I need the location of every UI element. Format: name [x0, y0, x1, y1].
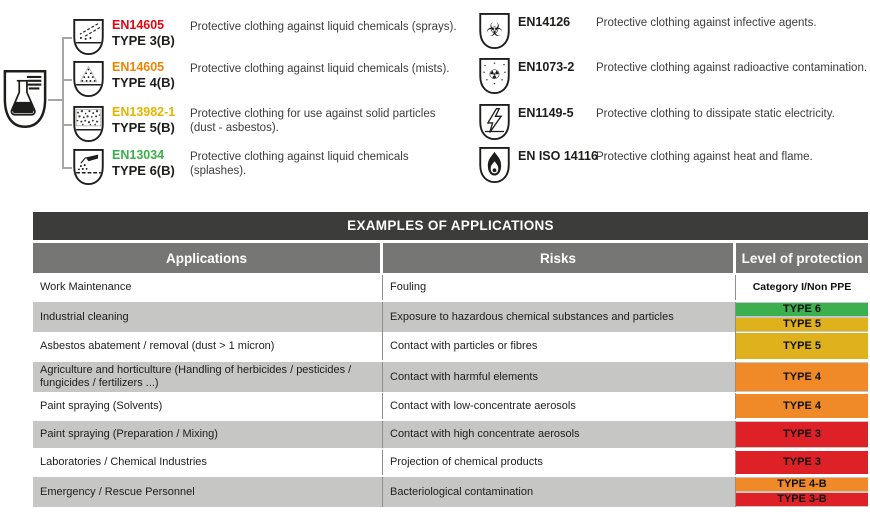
- biohazard-icon: [478, 12, 511, 50]
- standard-type: TYPE 3(B): [112, 33, 175, 48]
- applications-table: [33, 212, 868, 507]
- protection-level-badge: TYPE 5: [736, 318, 868, 331]
- standard-code: EN13034: [112, 148, 165, 162]
- standard-type: TYPE 4(B): [112, 75, 175, 90]
- protection-level-badge: TYPE 3: [736, 422, 868, 447]
- dust-particles-icon: [72, 105, 105, 143]
- standard-type: TYPE 5(B): [112, 120, 175, 135]
- standard-item-type6: [72, 148, 462, 186]
- application-cell: Work Maintenance: [33, 275, 383, 300]
- standard-description: Protective clothing against heat and flame.: [596, 151, 813, 163]
- svg-text:☣: ☣: [485, 18, 504, 41]
- header-level-of-protection: Level of protection: [736, 243, 868, 273]
- standard-code: EN ISO 14116: [518, 149, 598, 163]
- level-cell: [736, 275, 868, 300]
- risk-cell: Contact with low-concentrate aerosols: [383, 393, 736, 419]
- standard-description: Protective clothing for use against solid particles (dust - asbestos).: [190, 108, 436, 134]
- connector-stub-2: [62, 79, 72, 81]
- risk-cell: Contact with particles or fibres: [383, 332, 736, 360]
- risk-cell: Bacteriological contamination: [383, 477, 736, 507]
- connector-line-main: [48, 99, 62, 101]
- risk-cell: Projection of chemical products: [383, 450, 736, 475]
- protection-level-badge: TYPE 3: [736, 451, 868, 474]
- table-row: [33, 393, 868, 419]
- splash-icon: [72, 148, 105, 186]
- standard-item-type5: [72, 105, 462, 143]
- table-title: EXAMPLES OF APPLICATIONS: [33, 212, 868, 240]
- protection-level-badge: TYPE 6: [736, 303, 868, 316]
- standard-code: EN14126: [518, 15, 571, 29]
- connector-line-vertical: [62, 37, 64, 168]
- protection-level-text: Category I/Non PPE: [752, 281, 852, 293]
- risk-cell: Contact with high concentrate aerosols: [383, 421, 736, 448]
- level-cell: [736, 477, 868, 507]
- table-row: [33, 302, 868, 330]
- standard-item-en14126: [478, 12, 870, 50]
- risk-cell: Contact with harmful elements: [383, 362, 736, 392]
- standard-item-en1149: [478, 103, 870, 141]
- flame-icon: [478, 146, 511, 184]
- standard-item-eniso14116: [478, 146, 870, 184]
- standard-description: Protective clothing against liquid chemicals (splashes).: [190, 151, 409, 177]
- table-header-row: [33, 243, 868, 273]
- radioactive-icon: [478, 57, 511, 95]
- standard-description: Protective clothing against radioactive contamination.: [596, 62, 868, 74]
- application-cell: Industrial cleaning: [33, 302, 383, 332]
- application-cell: Laboratories / Chemical Industries: [33, 450, 383, 475]
- standard-code: EN1149-5: [518, 106, 574, 120]
- risk-cell: Exposure to hazardous chemical substances and particles: [383, 302, 736, 332]
- header-applications: Applications: [33, 243, 383, 273]
- svg-text:☢: ☢: [488, 67, 501, 83]
- level-cell: [736, 302, 868, 332]
- level-cell: [736, 332, 868, 360]
- level-cell: [736, 393, 868, 419]
- standard-item-type4: [72, 60, 462, 98]
- protection-level-badge: TYPE 4-B: [736, 478, 868, 491]
- header-risks: Risks: [383, 243, 736, 273]
- application-cell: Agriculture and horticulture (Handling of herbicides / pesticides / fungicides / fertilizers ...): [33, 362, 383, 392]
- static-electricity-icon: [478, 103, 511, 141]
- level-cell: [736, 362, 868, 392]
- spray-jet-icon: [72, 18, 105, 56]
- application-cell: Emergency / Rescue Personnel: [33, 477, 383, 507]
- standard-code: EN14605: [112, 60, 165, 74]
- standard-item-en1073: [478, 57, 870, 95]
- connector-stub-3: [62, 124, 72, 126]
- table-row: [33, 450, 868, 475]
- connector-stub-1: [62, 37, 72, 39]
- table-row: [33, 332, 868, 360]
- mist-icon: [72, 60, 105, 98]
- application-cell: Asbestos abatement / removal (dust > 1 micron): [33, 332, 383, 360]
- protection-level-badge: TYPE 4: [736, 394, 868, 418]
- connector-stub-4: [62, 167, 72, 169]
- standard-code: EN14605: [112, 18, 165, 32]
- level-cell: [736, 421, 868, 448]
- table-row: [33, 275, 868, 300]
- standard-description: Protective clothing to dissipate static electricity.: [596, 108, 835, 120]
- standard-description: Protective clothing against infective agents.: [596, 17, 817, 29]
- level-cell: [736, 450, 868, 475]
- standard-type: TYPE 6(B): [112, 163, 175, 178]
- table-row: [33, 421, 868, 448]
- standard-code: EN13982-1: [112, 105, 176, 119]
- risk-cell: Fouling: [383, 275, 736, 300]
- application-cell: Paint spraying (Solvents): [33, 393, 383, 419]
- application-cell: Paint spraying (Preparation / Mixing): [33, 421, 383, 448]
- protection-level-badge: TYPE 5: [736, 333, 868, 359]
- protection-level-badge: TYPE 4: [736, 363, 868, 391]
- table-row: [33, 477, 868, 503]
- standard-description: Protective clothing against liquid chemicals (mists).: [190, 63, 450, 75]
- protection-level-badge: TYPE 3-B: [736, 493, 868, 506]
- standard-item-type3: [72, 18, 462, 56]
- standard-description: Protective clothing against liquid chemicals (sprays).: [190, 21, 457, 33]
- table-row: [33, 362, 868, 391]
- standard-code: EN1073-2: [518, 60, 575, 74]
- chemical-protection-shield-icon: [2, 68, 48, 130]
